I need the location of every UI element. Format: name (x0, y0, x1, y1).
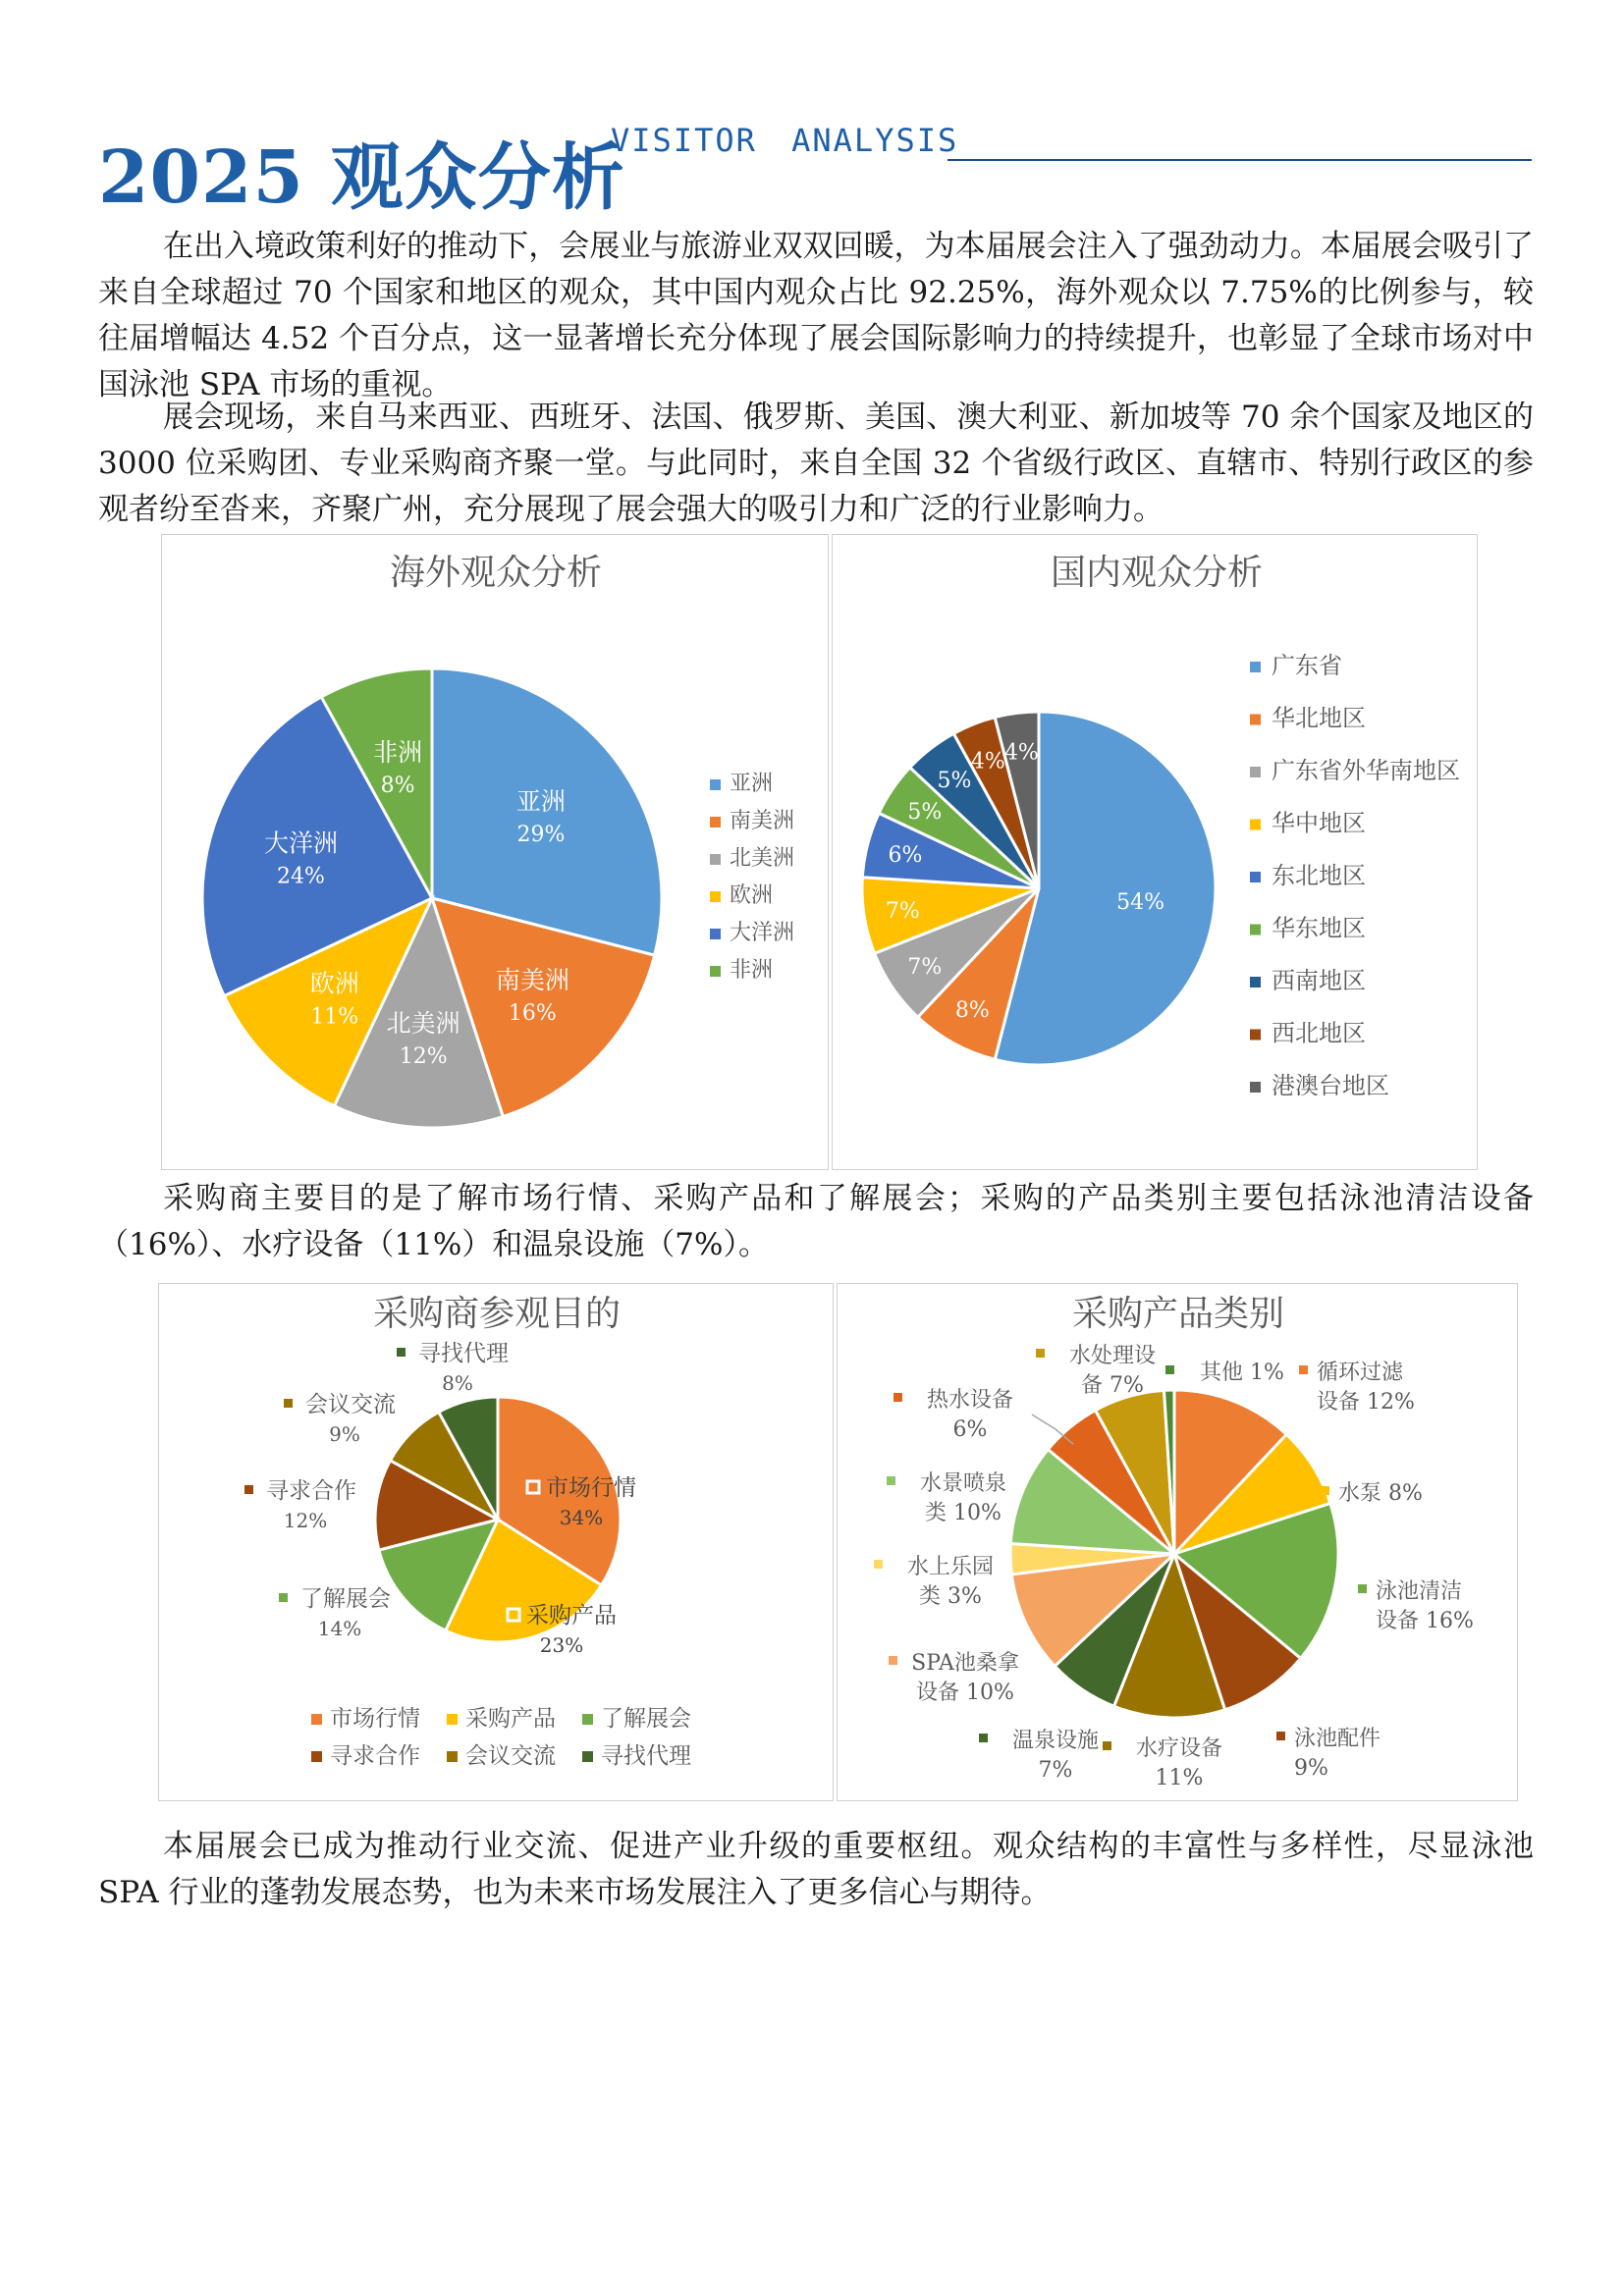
domestic-chart-svg (833, 535, 1479, 1171)
data-label: 14% (317, 1617, 362, 1640)
data-label-marker (874, 1560, 883, 1569)
data-label-marker (887, 1476, 895, 1485)
data-label: 备 7% (1081, 1373, 1144, 1398)
legend-swatch (447, 1714, 458, 1725)
data-label: 泳池清洁 (1376, 1579, 1463, 1604)
data-label-name: 采购产品 (526, 1603, 617, 1629)
legend-swatch (1250, 925, 1261, 935)
data-label: 水景喷泉 (919, 1471, 1007, 1496)
legend-swatch (1250, 715, 1261, 725)
legend-swatch (1250, 977, 1261, 988)
legend-label: 寻找代理 (601, 1743, 691, 1769)
legend-swatch (1250, 1082, 1261, 1093)
legend-label: 华北地区 (1272, 704, 1366, 732)
legend-swatch (582, 1714, 593, 1725)
data-label: 16% (508, 1001, 557, 1027)
legend-label: 了解展会 (601, 1706, 691, 1732)
data-label-marker (893, 1393, 902, 1402)
data-label-marker (1321, 1486, 1329, 1495)
data-label-name: 大洋洲 (263, 828, 338, 858)
data-label: 设备 10% (916, 1681, 1014, 1705)
data-label-marker (279, 1593, 288, 1602)
purpose-chart (158, 1283, 834, 1801)
data-label: 54% (1116, 890, 1165, 916)
data-label: 6% (888, 843, 923, 869)
data-label: SPA池桑拿 (911, 1651, 1019, 1676)
legend-label: 亚洲 (730, 772, 774, 796)
data-label: 类 10% (925, 1501, 1001, 1525)
legend-swatch (1250, 767, 1261, 777)
legend-label: 北美洲 (730, 846, 795, 871)
data-label: 4% (970, 749, 1005, 774)
data-label: 水上乐园 (906, 1555, 995, 1579)
data-label: 34% (559, 1506, 604, 1529)
data-label-marker (1103, 1741, 1111, 1750)
data-label-name: 北美洲 (386, 1009, 460, 1039)
legend-label: 东北地区 (1272, 862, 1366, 889)
data-label-marker (889, 1656, 897, 1665)
closing-paragraph: 本届展会已成为推动行业交流、促进产业升级的重要枢纽。观众结构的丰富性与多样性，尽显泳池 SPA 行业的蓬勃发展态势，也为未来市场发展注入了更多信心与期待。 (98, 1829, 1534, 1910)
data-label: 12% (283, 1509, 328, 1532)
legend-label: 寻求合作 (330, 1743, 420, 1769)
data-label-marker (1036, 1349, 1045, 1358)
data-label: 温泉设施 (1011, 1729, 1100, 1753)
legend-label: 采购产品 (465, 1706, 556, 1732)
legend-swatch (710, 891, 721, 902)
legend-label: 非洲 (730, 958, 774, 983)
overview-paragraph: 展会现场，来自马来西亚、西班牙、法国、俄罗斯、美国、澳大利亚、新加坡等 70 余个国家及地区的 3000 位采购团、专业采购商齐聚一堂。与此同时，来自全国 32 个省级行政区、直辖市、特别行政区的参观者纷至沓来，齐聚广州，充分展现了展会强大的吸引力和广泛的行业影响力。 (98, 400, 1534, 527)
legend-label: 会议交流 (465, 1743, 556, 1769)
data-label: 循环过滤 (1317, 1361, 1404, 1385)
data-label-name: 欧洲 (309, 969, 359, 998)
legend-swatch (311, 1751, 322, 1762)
data-label: 24% (277, 864, 325, 889)
title-divider (947, 159, 1532, 161)
legend-label: 广东省 (1272, 652, 1342, 679)
data-label-marker (979, 1734, 988, 1742)
chart-title: 海外观众分析 (389, 553, 603, 593)
legend-label: 华东地区 (1272, 914, 1366, 942)
data-label-name: 寻求合作 (266, 1478, 356, 1504)
data-label: 其他 1% (1200, 1361, 1284, 1385)
legend-label: 广东省外华南地区 (1272, 757, 1460, 784)
data-label: 29% (516, 822, 566, 847)
data-label: 水处理设 (1068, 1344, 1157, 1368)
data-label-name: 会议交流 (305, 1392, 396, 1417)
legend-swatch (710, 929, 721, 939)
chart-title: 国内观众分析 (1050, 553, 1264, 593)
legend-swatch (582, 1751, 593, 1762)
data-label: 类 3% (919, 1584, 982, 1609)
legend-swatch (1250, 820, 1261, 830)
legend-swatch (1250, 1030, 1261, 1041)
data-label: 5% (937, 769, 972, 794)
data-label: 6% (952, 1417, 988, 1442)
data-label: 7% (1038, 1758, 1073, 1783)
legend-swatch (1250, 662, 1261, 672)
domestic-chart (832, 534, 1478, 1170)
data-label-name: 了解展会 (300, 1586, 391, 1612)
data-label-marker (284, 1399, 293, 1408)
data-label-marker (1358, 1584, 1367, 1593)
page-subtitle: VISITOR ANALYSIS (611, 122, 959, 159)
legend-label: 大洋洲 (730, 921, 795, 945)
data-label: 设备 16% (1376, 1609, 1474, 1633)
legend-label: 华中地区 (1272, 809, 1366, 837)
data-label: 热水设备 (926, 1388, 1014, 1413)
overseas-chart (161, 534, 829, 1170)
data-label: 11% (1155, 1766, 1204, 1790)
legend-swatch (1250, 872, 1261, 882)
data-label: 9% (329, 1422, 360, 1446)
data-label-name: 亚洲 (515, 786, 566, 816)
data-label: 23% (539, 1633, 584, 1657)
data-label: 8% (442, 1371, 473, 1395)
legend-label: 南美洲 (730, 809, 795, 833)
data-label: 水泵 8% (1338, 1481, 1423, 1506)
data-label-marker (1165, 1365, 1174, 1374)
legend-label: 港澳台地区 (1272, 1072, 1389, 1099)
data-label-name: 非洲 (373, 738, 423, 768)
chart-title: 采购产品类别 (1071, 1294, 1285, 1334)
data-label-marker (1299, 1365, 1308, 1374)
data-label: 4% (1003, 740, 1039, 766)
data-label: 9% (1294, 1756, 1328, 1781)
legend-swatch (710, 779, 721, 790)
chart-title: 采购商参观目的 (372, 1294, 622, 1334)
data-label: 水疗设备 (1135, 1736, 1223, 1761)
data-label-name: 寻找代理 (418, 1341, 509, 1366)
data-label-marker (1276, 1732, 1285, 1740)
data-label-marker (244, 1485, 253, 1494)
legend-swatch (710, 817, 721, 828)
page-title: 2025 观众分析 (98, 135, 625, 220)
legend-label: 市场行情 (330, 1706, 420, 1732)
legend-label: 西南地区 (1272, 967, 1366, 994)
data-label: 11% (310, 1004, 359, 1030)
data-label: 12% (399, 1044, 448, 1070)
data-label: 7% (885, 898, 920, 924)
data-label: 8% (380, 774, 415, 799)
data-label: 泳池配件 (1294, 1727, 1381, 1751)
product-chart-svg (838, 1284, 1519, 1802)
data-label: 5% (907, 800, 943, 826)
data-label-name: 南美洲 (495, 966, 569, 995)
legend-swatch (710, 966, 721, 977)
data-label-marker (397, 1348, 406, 1357)
legend-label: 西北地区 (1272, 1019, 1366, 1047)
data-label: 设备 12% (1317, 1390, 1415, 1415)
buyer-paragraph: 采购商主要目的是了解市场行情、采购产品和了解展会；采购的产品类别主要包括泳池清洁设备（16%）、水疗设备（11%）和温泉设施（7%）。 (98, 1181, 1534, 1262)
legend-swatch (447, 1751, 458, 1762)
legend-swatch (710, 854, 721, 865)
product-chart (837, 1283, 1518, 1801)
legend-swatch (311, 1714, 322, 1725)
overseas-chart-svg (162, 535, 830, 1171)
intro-paragraph: 在出入境政策利好的推动下，会展业与旅游业双双回暖，为本届展会注入了强劲动力。本届展会吸引了来自全球超过 70 个国家和地区的观众，其中国内观众占比 92.25%，海外观众以 7.75%的比例参与，较往届增幅达 4.52 个百分点，这一显著增长充分体现了展会国际影响力的持续提升，也彰显了全球市场对中国泳池 SPA 市场的重视。 (98, 229, 1534, 402)
legend-label: 欧洲 (730, 883, 774, 908)
data-label: 8% (954, 998, 990, 1024)
purpose-chart-svg (159, 1284, 835, 1802)
data-label-name: 市场行情 (546, 1475, 636, 1501)
data-label: 7% (907, 954, 943, 980)
